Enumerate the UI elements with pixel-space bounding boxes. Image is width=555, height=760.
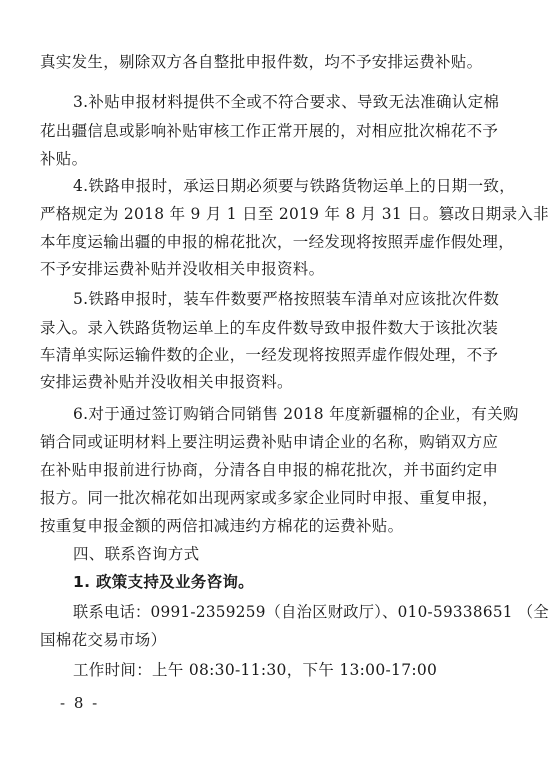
text-line-2: 3.补贴申报材料提供不全或不符合要求、导致无法准确认定棉: [73, 93, 500, 111]
text-line-8: 不予安排运费补贴并没收相关申报资料。: [40, 260, 325, 278]
text-line-10: 录入。录入铁路货物运单上的车皮件数导致申报件数大于该批次装: [40, 319, 499, 337]
text-line-11: 车清单实际运输件数的企业，一经发现将按照弄虚作假处理，不予: [40, 346, 499, 364]
text-line-12: 安排运费补贴并没收相关申报资料。: [40, 373, 293, 391]
text-line-14: 销合同或证明材料上要注明运费补贴申请企业的名称，购销双方应: [40, 433, 499, 451]
subheading-policy-support: 1. 政策支持及业务咨询。: [73, 573, 254, 591]
text-line-3: 花出疆信息或影响补贴审核工作正常开展的，对相应批次棉花不予: [40, 122, 499, 140]
page-number: - 8 -: [60, 694, 100, 712]
text-line-16: 报方。同一批次棉花如出现两家或多家企业同时申报、重复申报，: [40, 489, 499, 507]
text-line-1: 真实发生，剔除双方各自整批申报件数，均不予安排运费补贴。: [40, 53, 483, 71]
contact-phone-line: 联系电话：0991-2359259（自治区财政厅）、010-59338651 （全: [73, 603, 549, 621]
contact-phone-line-cont: 国棉花交易市场）: [40, 631, 167, 649]
text-line-6: 严格规定为 2018 年 9 月 1 日至 2019 年 8 月 31 日。篡改日期录入非: [40, 205, 549, 223]
text-line-5: 4.铁路申报时，承运日期必须要与铁路货物运单上的日期一致，: [73, 177, 515, 195]
working-hours-line: 工作时间：上午 08:30-11:30，下午 13:00-17:00: [73, 661, 438, 679]
text-line-17: 按重复申报金额的两倍扣减违约方棉花的运费补贴。: [40, 517, 404, 535]
text-line-7: 本年度运输出疆的申报的棉花批次，一经发现将按照弄虚作假处理，: [40, 233, 515, 251]
text-line-4: 补贴。: [40, 150, 88, 168]
text-line-9: 5.铁路申报时，装车件数要严格按照装车清单对应该批次件数: [73, 290, 500, 308]
text-line-13: 6.对于通过签订购销合同销售 2018 年度新疆棉的企业，有关购: [73, 405, 519, 423]
section-heading-contact: 四、联系咨询方式: [73, 545, 200, 563]
text-line-15: 在补贴申报前进行协商，分清各自申报的棉花批次，并书面约定申: [40, 461, 499, 479]
